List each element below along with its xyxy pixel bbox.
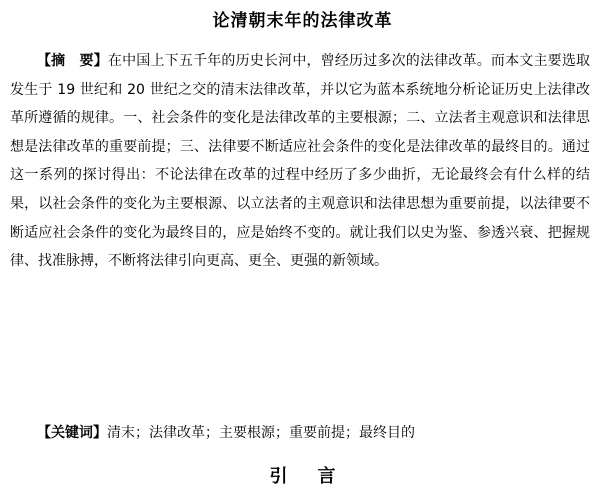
keywords-text: 清末；法律改革；主要根源；重要前提；最终目的 xyxy=(107,425,415,441)
abstract-text: 在中国上下五千年的历史长河中，曾经历过多次的法律改革。而本文主要选取发生于 19 世纪和 20 世纪之交的清末法律改革，并以它为蓝本系统地分析论证历史上法律改革所遵循的规律。一、社会条件的变化是法律改革的主要根源；二、立法者主观意识和法律思想是法律改革的重要前提；三、法律要不断适应社会条件的变化是法律改革的最终目的。通过这一系列的探讨得出：不论法律在改革的过程中经历了多少曲折，无论最终会有什么样的结果，以社会条件的变化为主要根源、以立法者的主观意识和法律思想为重要前提，以法律要不断适应社会条件的变化为最终目的，应是始终不变的。就让我们以史为鉴、参透兴衰、把握规律、找准脉搏，不断将法律引向更高、更全、更强的新领域。 xyxy=(10,53,590,270)
section-heading-introduction: 引言 xyxy=(269,466,366,487)
keywords-label: 【关键词】 xyxy=(37,425,107,441)
document-title: 论清朝末年的法律改革 xyxy=(212,11,393,31)
abstract-label: 【摘 要】 xyxy=(37,53,108,69)
keywords-line xyxy=(37,422,415,442)
abstract-paragraph xyxy=(10,47,590,276)
